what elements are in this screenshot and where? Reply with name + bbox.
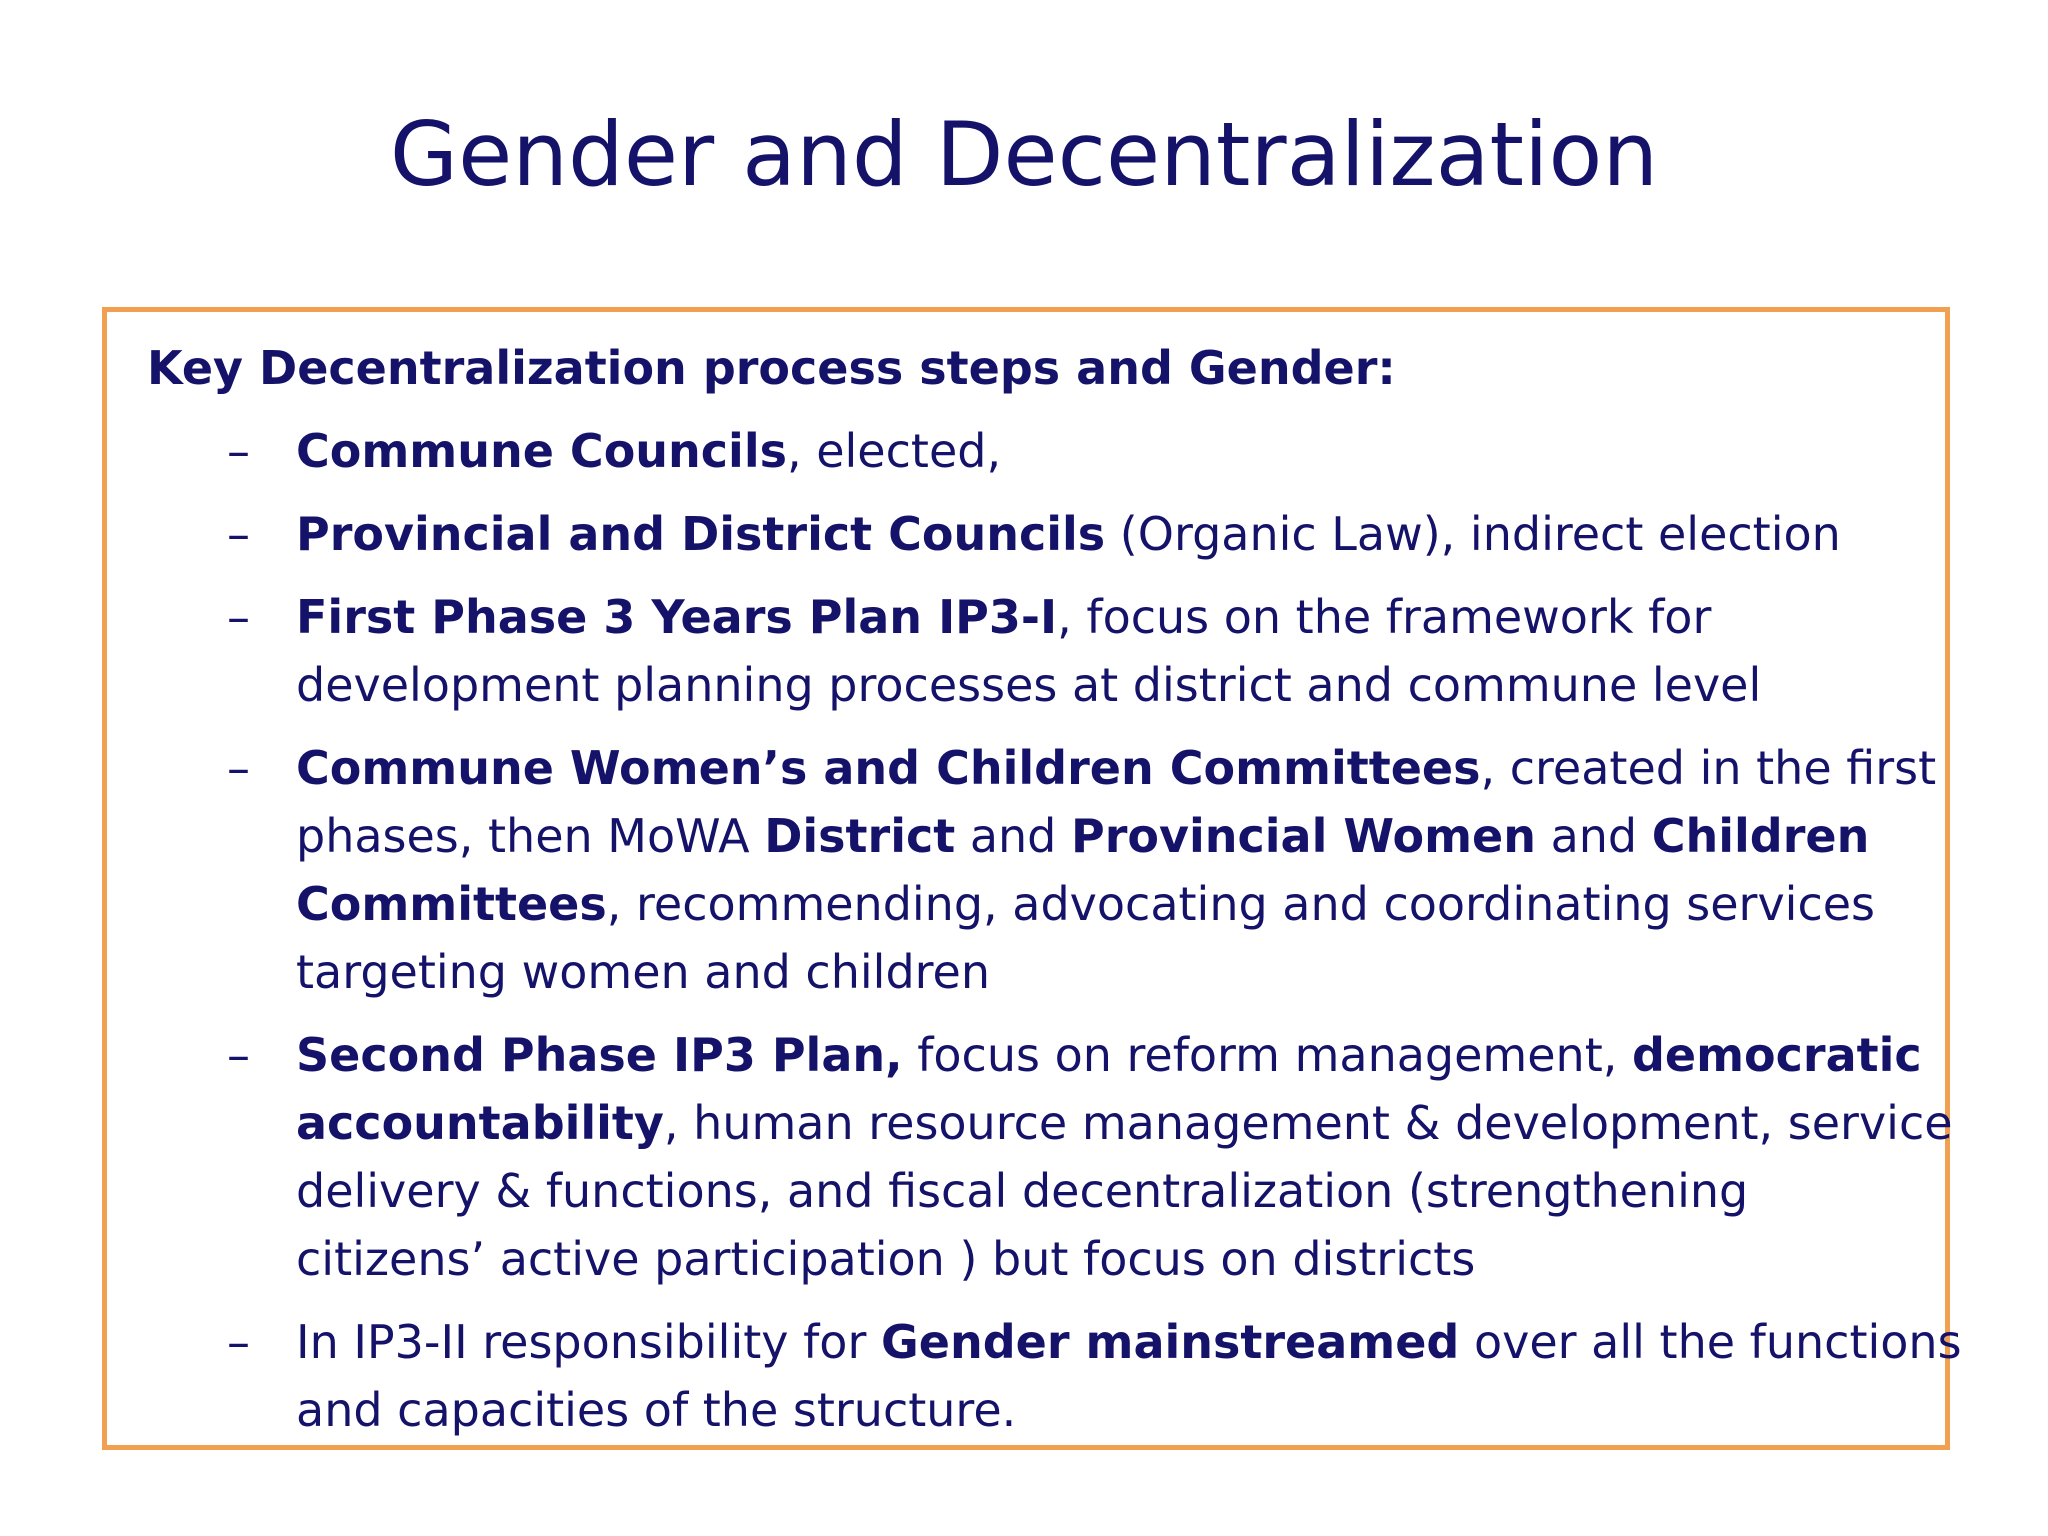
bold-text: Provincial Women xyxy=(1071,809,1536,863)
text-run: and capacities of the structure. xyxy=(296,1383,1017,1437)
text-run: over all the functions xyxy=(1459,1315,1962,1369)
bold-text: Commune Councils xyxy=(296,424,787,478)
text-run: and xyxy=(1535,809,1652,863)
text-run: targeting women and children xyxy=(296,945,990,999)
bullet-dash: – xyxy=(227,507,250,561)
bullet-list xyxy=(147,417,1962,1444)
bold-text: Children xyxy=(1651,809,1870,863)
bullet-dash: – xyxy=(227,741,250,795)
text-run: , focus on the framework for xyxy=(1057,590,1712,644)
list-item xyxy=(147,1308,1962,1444)
text-line xyxy=(296,583,1915,651)
bullet-dash: – xyxy=(227,1315,250,1369)
text-line xyxy=(296,734,1937,802)
content-inner xyxy=(147,334,1962,1444)
text-line xyxy=(296,1308,1962,1376)
bold-text: Committees xyxy=(296,877,607,931)
text-run: In IP3-II responsibility for xyxy=(296,1315,881,1369)
text-line xyxy=(296,1157,1915,1225)
content-box xyxy=(102,307,1962,1450)
text-run: , human resource management & development, service xyxy=(663,1096,1953,1150)
text-line xyxy=(296,1376,1915,1444)
text-run: , elected, xyxy=(786,424,1002,478)
list-item xyxy=(147,1021,1953,1293)
list-item xyxy=(147,417,1915,485)
text-run: (Organic Law), indirect election xyxy=(1105,507,1841,561)
text-line xyxy=(296,651,1915,719)
text-line xyxy=(296,1225,1915,1293)
section-heading: Key Decentralization process steps and Gender: xyxy=(147,341,1396,395)
bold-text: Commune Women’s and Children Committees xyxy=(296,741,1481,795)
bold-text: accountability xyxy=(296,1096,664,1150)
bold-text: Gender mainstreamed xyxy=(880,1315,1460,1369)
bold-text: First Phase 3 Years Plan IP3-I xyxy=(296,590,1058,644)
text-line xyxy=(296,870,1915,938)
slide-title: Gender and Decentralization xyxy=(389,103,1659,206)
text-line xyxy=(296,802,1915,870)
text-run: , created in the first xyxy=(1480,741,1937,795)
bullet-dash: – xyxy=(227,424,250,478)
text-run: focus on reform management, xyxy=(902,1028,1632,1082)
text-run: phases, then MoWA xyxy=(296,809,765,863)
bold-text: District xyxy=(764,809,956,863)
text-run: development planning processes at district and commune level xyxy=(296,658,1762,712)
list-item xyxy=(147,583,1915,719)
text-run: , recommending, advocating and coordinating services xyxy=(606,877,1876,931)
bold-text: Provincial and District Councils xyxy=(296,507,1106,561)
text-line xyxy=(296,500,1915,568)
bold-text: democratic xyxy=(1631,1028,1922,1082)
text-line xyxy=(296,417,1915,485)
text-line xyxy=(296,1089,1953,1157)
bold-text: Second Phase IP3 Plan, xyxy=(296,1028,903,1082)
text-line xyxy=(296,938,1915,1006)
text-run: and xyxy=(955,809,1072,863)
text-line xyxy=(296,1021,1922,1089)
list-item xyxy=(147,734,1937,1006)
text-run: delivery & functions, and fiscal decentralization (strengthening xyxy=(296,1164,1749,1218)
list-item xyxy=(147,500,1915,568)
bullet-dash: – xyxy=(227,1028,250,1082)
text-run: citizens’ active participation ) but focus on districts xyxy=(296,1232,1476,1286)
bullet-dash: – xyxy=(227,590,250,644)
